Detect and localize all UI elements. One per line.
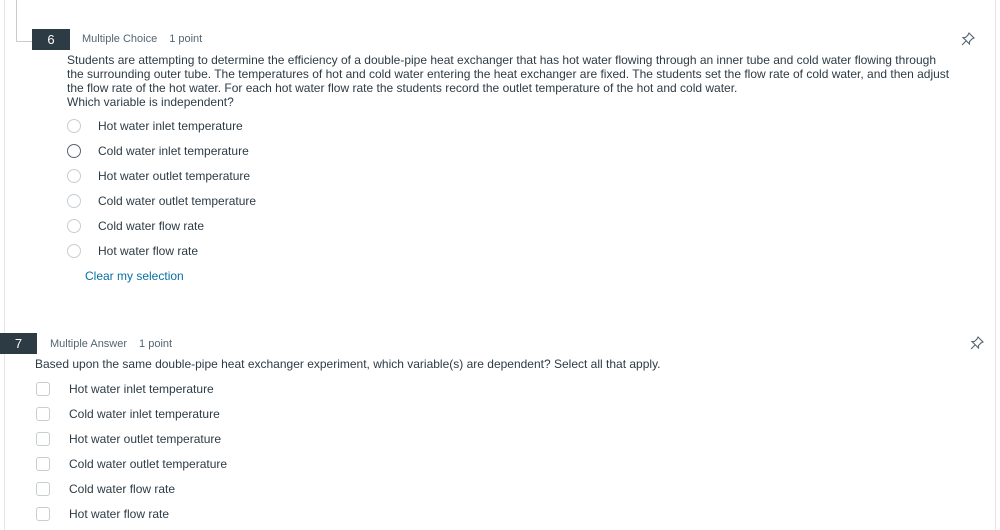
- question-6-text-line: Students are attempting to determine the efficiency of a double-pipe heat exchanger that has hot water flowing through an inner tube and cold water flowing through: [67, 53, 937, 67]
- question-7-option[interactable]: [36, 455, 227, 473]
- question-6-option[interactable]: [67, 242, 198, 260]
- question-7-option[interactable]: [36, 380, 214, 398]
- radio-button[interactable]: [67, 244, 81, 258]
- question-6-text: [67, 53, 987, 109]
- question-7-option[interactable]: [36, 430, 221, 448]
- checkbox[interactable]: [36, 407, 50, 421]
- question-6-prompt: Which variable is independent?: [67, 95, 234, 109]
- option-label: Hot water flow rate: [98, 244, 199, 258]
- question-6-connector-h: [16, 41, 32, 42]
- question-6-connector: [16, 0, 17, 42]
- radio-button[interactable]: [67, 194, 81, 208]
- pin-icon[interactable]: [969, 335, 985, 351]
- question-6-option[interactable]: [67, 217, 204, 235]
- question-7-prompt: Based upon the same double-pipe heat exchanger experiment, which variable(s) are dependent? Select all that apply.: [35, 357, 661, 371]
- option-label: Hot water flow rate: [69, 507, 170, 521]
- question-6-option[interactable]: [67, 167, 250, 185]
- checkbox[interactable]: [36, 432, 50, 446]
- option-label: Cold water inlet temperature: [69, 407, 220, 421]
- question-6-option[interactable]: [67, 192, 256, 210]
- option-label: Cold water inlet temperature: [98, 144, 249, 158]
- question-6-meta: [82, 33, 202, 45]
- option-label: Cold water outlet temperature: [98, 194, 257, 208]
- question-7-number: 7: [0, 333, 37, 354]
- radio-button[interactable]: [67, 219, 81, 233]
- option-label: Cold water flow rate: [69, 482, 176, 496]
- question-7-type: Multiple Answer: [50, 338, 128, 350]
- checkbox[interactable]: [36, 382, 50, 396]
- pin-icon[interactable]: [960, 31, 976, 47]
- question-7-option[interactable]: [36, 405, 220, 423]
- clear-selection-link[interactable]: Clear my selection: [85, 269, 184, 283]
- question-7-option[interactable]: [36, 480, 175, 498]
- option-label: Hot water inlet temperature: [69, 382, 214, 396]
- option-label: Cold water outlet temperature: [69, 457, 228, 471]
- option-label: Cold water flow rate: [98, 219, 205, 233]
- radio-button[interactable]: [67, 144, 81, 158]
- checkbox[interactable]: [36, 507, 50, 521]
- question-7-text: [35, 357, 975, 371]
- question-7-points: 1 point: [139, 338, 173, 350]
- radio-button[interactable]: [67, 169, 81, 183]
- question-6-text-line: the flow rate of the hot water. For each hot water flow rate the students record the outlet temperature of the hot and cold water.: [67, 81, 738, 95]
- question-6-type: Multiple Choice: [82, 33, 158, 45]
- question-6-text-line: the surrounding outer tube. The temperatures of hot and cold water entering the heat exchanger are fixed. The students set the flow rate of cold water, and then adjust: [67, 67, 950, 81]
- question-6-option[interactable]: [67, 142, 249, 160]
- question-7-meta: [50, 338, 172, 350]
- checkbox[interactable]: [36, 482, 50, 496]
- option-label: Hot water outlet temperature: [98, 169, 251, 183]
- question-6-option[interactable]: [67, 117, 243, 135]
- option-label: Hot water outlet temperature: [69, 432, 222, 446]
- question-6-number: 6: [32, 29, 70, 50]
- option-label: Hot water inlet temperature: [98, 119, 243, 133]
- question-7-option[interactable]: [36, 505, 169, 523]
- question-6-points: 1 point: [169, 33, 203, 45]
- radio-button[interactable]: [67, 119, 81, 133]
- checkbox[interactable]: [36, 457, 50, 471]
